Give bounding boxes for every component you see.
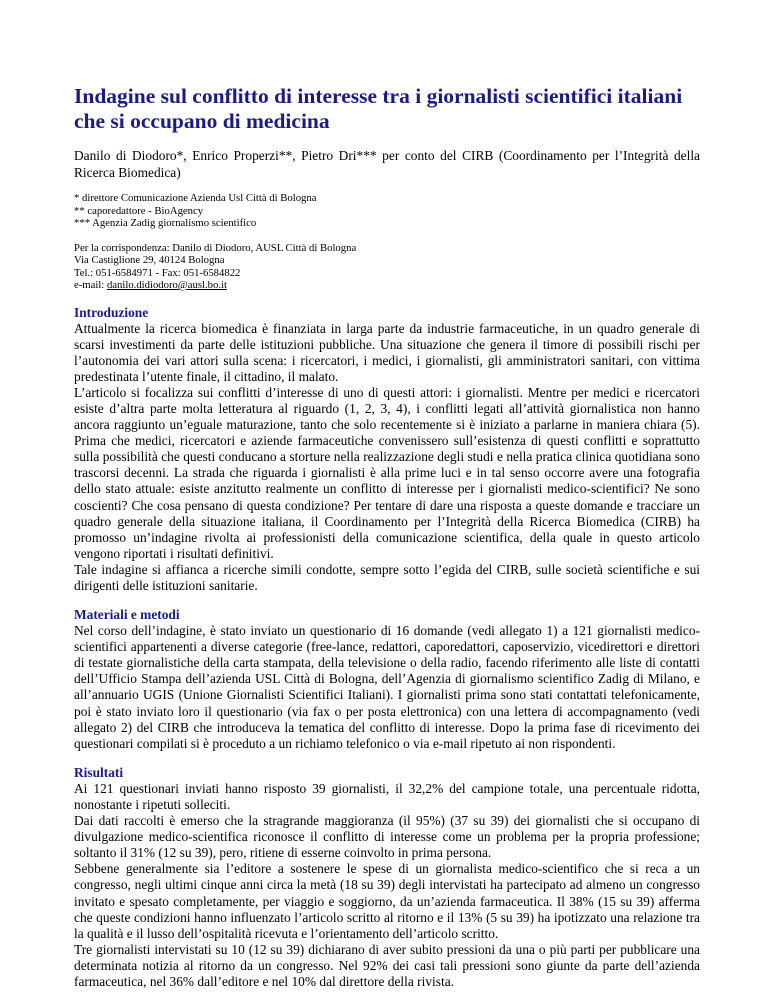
correspondence-contact: Per la corrispondenza: Danilo di Diodoro, AUSL Città di Bologna [74,241,357,254]
paragraph: Nel corso dell’indagine, è stato inviato un questionario di 16 domande (vedi allegato 1) a 121 giornalisti medico-scientifici appartenenti a diverse categorie (free-lance, redattori, caporedattori, caposervizio, vicedirettori e direttori di testate giornalistiche della carta stampata, della televisione o della radio, facendo riferimento alle liste di contatti dell’Ufficio Stampa dell’azienda USL Città di Bologna, dell’Agenzia di giornalismo scientifico Zadig di Milano, e all’annuario UGIS (Unione Giornalisti Scientifici Italiani). I giornalisti prima sono stati contattati telefonicamente, poi è stato inviato loro il questionario (via fax o per posta elettronica) con una lettera di accompagnamento (vedi allegato 2) del CIRB che introduceva la tematica del conflitto di interesse. Dopo la prima fase di ricevimento dei questionari compilati si è proceduto a un richiamo telefonico o via e-mail ripetuto ai non rispondenti. [74,623,700,751]
paragraph: Sebbene generalmente sia l’editore a sostenere le spese di un giornalista medico-scientifico che si reca a un congresso, negli ultimi cinque anni circa la metà (18 su 39) degli intervistati ha partecipato ad almeno un congresso invitato e spesato completamente, per viaggio e soggiorno, da un’azienda farmaceutica. Il 38% (15 su 39) afferma che queste condizioni hanno influenzato l’articolo scritto al ritorno e il 13% (5 su 39) ha ipotizzato una relazione tra la qualità e il lusso dell’ospitalità ricevuta e l’orientamento dell’articolo scritto. [74,861,700,941]
paper-title: Indagine sul conflitto di interesse tra i giornalisti scientifici italiani che si occupano di medicina [74,84,683,133]
paragraph: Tre giornalisti intervistati su 10 (12 su 39) dichiarano di aver subito pressioni da una o più parti per pubblicare una determinata notizia al ritorno da un congresso. Nel 92% dei casi tali pressioni sono giunte da parte dell’azienda farmaceutica, nel 36% dall’editore e nel 10% dal direttore della rivista. [74,941,700,989]
affiliation-2: ** caporedattore - BioAgency [74,204,204,217]
paragraph: Attualmente la ricerca biomedica è finanziata in larga parte da industrie farmaceutiche, in un quadro generale di scarsi investimenti da parte delle istituzioni pubbliche. Una situazione che genera il timore di possibili rischi per l’autonomia dei vari attori sulla scena: i ricercatori, i medici, i giornalisti, gli amministratori sanitari, con vittima predestinata l’utente finale, il cittadino, il malato. [74,320,700,384]
affiliation-3: *** Agenzia Zadig giornalismo scientifico [74,217,257,229]
document-page [74,84,700,990]
section-heading-risultati: Risultati [74,764,124,780]
correspondence-block [74,242,700,292]
correspondence-phone: Tel.: 051-6584971 - Fax: 051-6584822 [74,266,241,279]
affiliation-1: * direttore Comunicazione Azienda Usl Città di Bologna [74,192,317,204]
paragraph: L’articolo si focalizza sui conflitti d’interesse di uno di questi attori: i giornalisti. Mentre per medici e ricercatori esiste d’altra parte molta letteratura al riguardo (1, 2, 3, 4), i conflitti legati all’attività giornalistica non hanno ancora raggiunto un’eguale maturazione, tanto che solo recentemente si è iniziato a parlarne in maniera chiara (5). Prima che medici, ricercatori e aziende farmaceutiche convenissero sull’esistenza di questi conflitti e soprattutto sulla possibilità che questi conducano a storture nella realizzazione degli studi e nella pratica clinica quotidiana sono trascorsi decenni. La strada che riguarda i giornalisti è alla prime luci e in tal senso occorre avere una fotografia dello stato attuale: esiste anzitutto realmente un conflitto di interesse per i giornalisti medico-scientifici? Ne sono coscienti? Che cosa pensano di questa condizione? Per tentare di dare una risposta a queste domande e tracciare un quadro generale della situazione italiana, il Coordinamento per l’Integrità della Ricerca Biomedica (CIRB) ha promosso un’indagine rivolta ai professionisti della comunicazione scientifica, della quale in questo articolo vengono riportati i risultati definitivi. [74,384,700,561]
section-heading-introduzione: Introduzione [74,304,149,320]
correspondence-address: Via Castiglione 29, 40124 Bologna [74,254,225,266]
email-label: e-mail: [74,279,107,291]
paragraph: Tale indagine si affianca a ricerche simili condotte, sempre sotto l’egida del CIRB, sulle società scientifiche e sui dirigenti delle istituzioni sanitarie. [74,561,700,593]
paragraph: Dai dati raccolti è emerso che la stragrande maggioranza (il 95%) (37 su 39) dei giornalisti che si occupano di divulgazione medico-scientifica riconosce il conflitto di interesse come un problema per la propria professione; soltanto il 31% (12 su 39), pero, ritiene di esserne coinvolto in prima persona. [74,813,700,861]
section-heading-materiali-metodi: Materiali e metodi [74,607,180,623]
affiliations [74,192,700,230]
paragraph: Ai 121 questionari inviati hanno risposto 39 giornalisti, il 32,2% del campione totale, una percentuale ridotta, nonostante i ripetuti solleciti. [74,780,700,812]
email-link[interactable]: danilo.didiodoro@ausl.bo.it [106,279,227,291]
correspondence-email-row [74,279,700,292]
authors-line: Danilo di Diodoro*, Enrico Properzi**, Pietro Dri*** per conto del CIRB (Coordinamento per l’Integrità della Ricerca Biomedica) [74,148,700,180]
